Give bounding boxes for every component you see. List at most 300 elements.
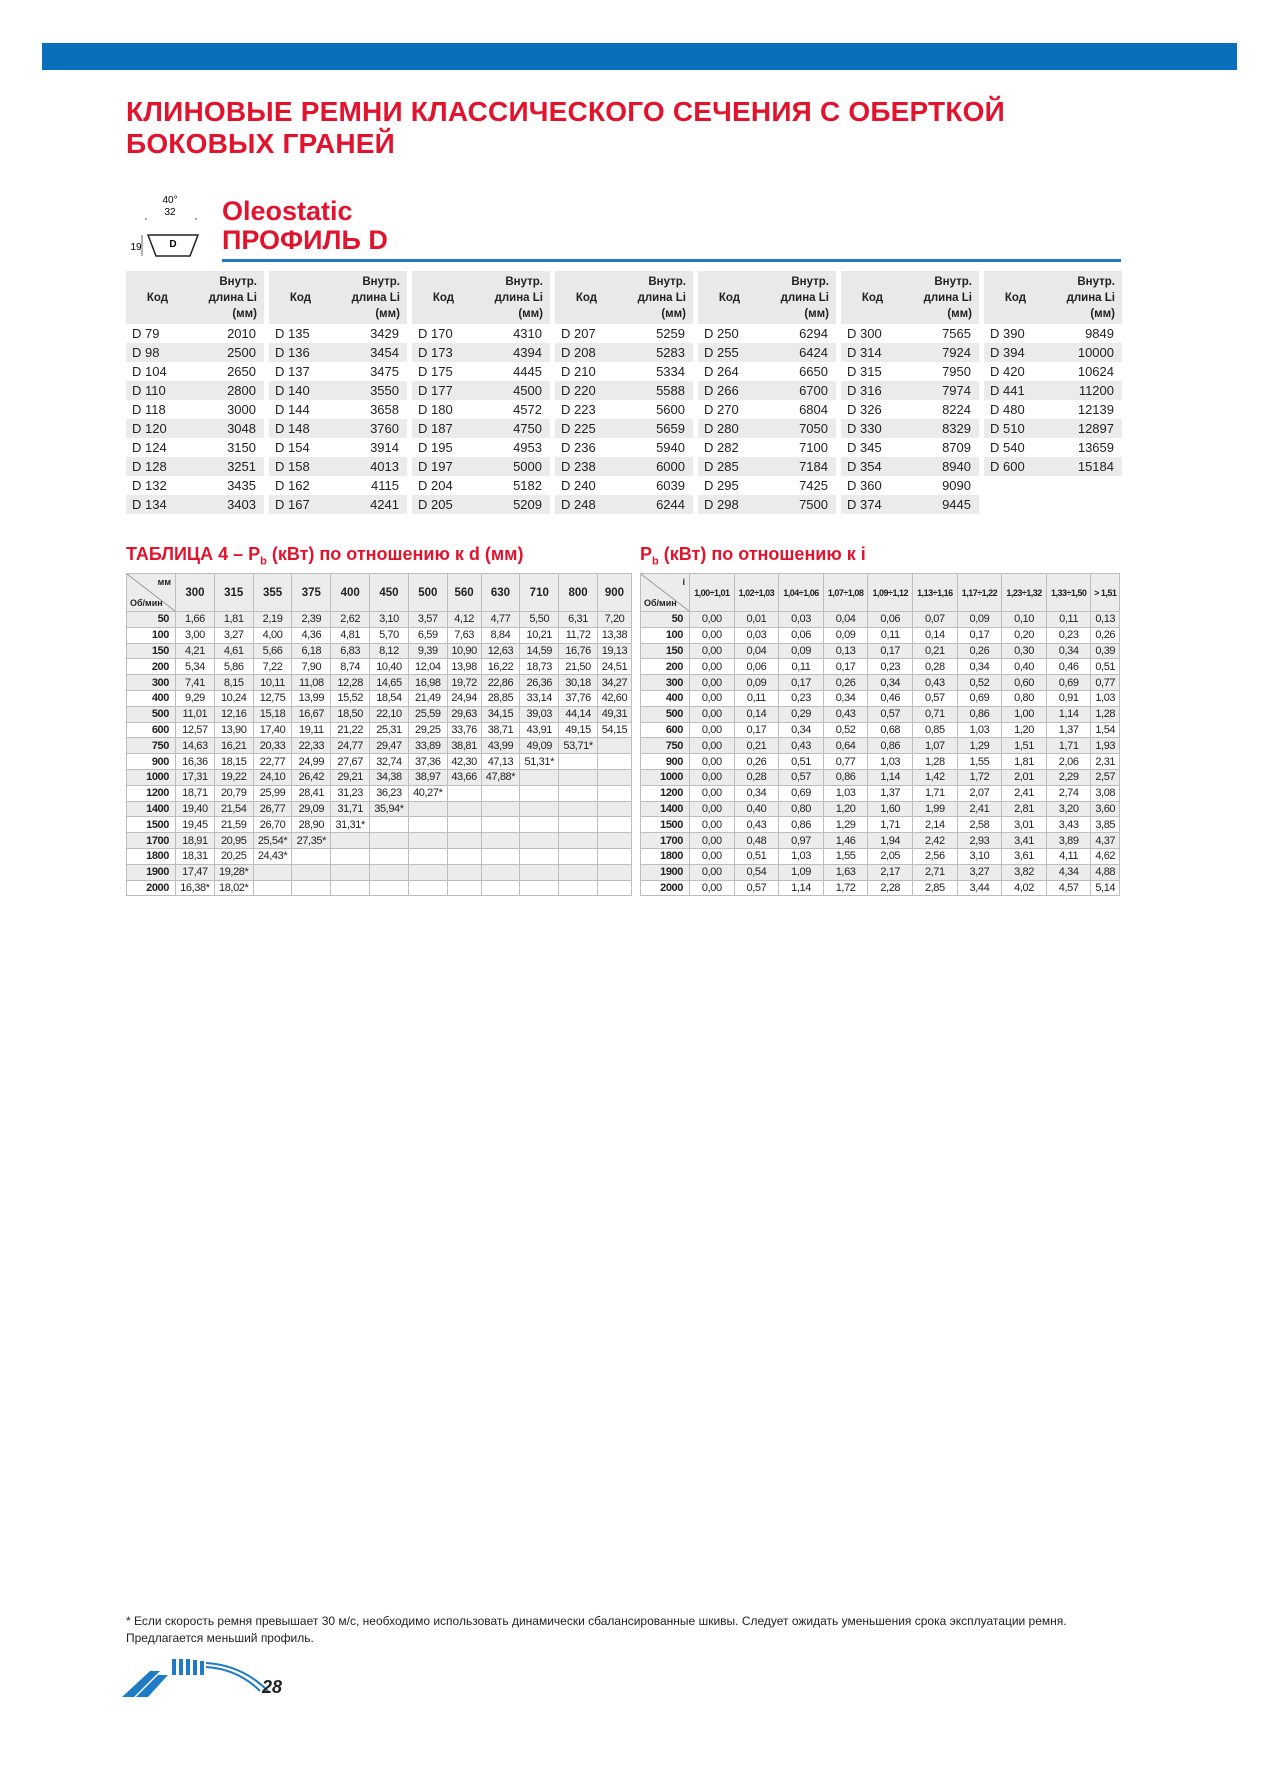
column-header: 300 xyxy=(176,574,215,612)
belt-code: D 295 xyxy=(704,478,739,493)
power-cell xyxy=(559,769,598,785)
power-cell: 10,90 xyxy=(447,643,481,659)
power-cell: 30,18 xyxy=(559,675,598,691)
power-cell: 2,17 xyxy=(868,864,913,880)
power-cell: 0,23 xyxy=(779,690,824,706)
code-row xyxy=(984,457,1122,476)
rpm-cell: 1400 xyxy=(127,801,176,817)
code-row xyxy=(126,476,264,495)
belt-code: D 266 xyxy=(704,383,739,398)
belt-length: 3000 xyxy=(227,402,256,417)
belt-code: D 345 xyxy=(847,440,882,455)
belt-length: 3454 xyxy=(370,345,399,360)
power-cell xyxy=(447,817,481,833)
code-row xyxy=(269,324,407,343)
power-cell: 0,13 xyxy=(823,643,868,659)
power-cell xyxy=(520,833,559,849)
belt-length: 6039 xyxy=(656,478,685,493)
rpm-cell: 1500 xyxy=(127,817,176,833)
power-cell xyxy=(597,848,631,864)
column-header: 450 xyxy=(370,574,409,612)
belt-code: D 140 xyxy=(275,383,310,398)
belt-length: 2500 xyxy=(227,345,256,360)
power-cell: 4,88 xyxy=(1091,864,1120,880)
power-cell: 0,00 xyxy=(690,643,735,659)
power-cell: 0,34 xyxy=(779,722,824,738)
power-cell: 0,00 xyxy=(690,769,735,785)
belt-length: 5588 xyxy=(656,383,685,398)
power-cell: 0,03 xyxy=(779,612,824,628)
rpm-cell: 1000 xyxy=(641,769,690,785)
belt-code: D 374 xyxy=(847,497,882,512)
power-cell: 5,14 xyxy=(1091,880,1120,896)
rpm-cell: 1400 xyxy=(641,801,690,817)
page-number: 28 xyxy=(262,1677,283,1697)
belt-code: D 248 xyxy=(561,497,596,512)
belt-code: D 120 xyxy=(132,421,167,436)
belt-code: D 315 xyxy=(847,364,882,379)
power-cell xyxy=(408,848,447,864)
power-cell xyxy=(559,833,598,849)
power-cell: 13,38 xyxy=(597,627,631,643)
power-cell: 2,85 xyxy=(913,880,958,896)
column-header: 1,00÷1,01 xyxy=(690,574,735,612)
power-cell: 38,71 xyxy=(481,722,520,738)
belt-length: 7565 xyxy=(942,326,971,341)
column-header: 710 xyxy=(520,574,559,612)
power-cell: 34,27 xyxy=(597,675,631,691)
code-row xyxy=(555,457,693,476)
power-cell: 39,03 xyxy=(520,706,559,722)
power-cell: 1,54 xyxy=(1091,722,1120,738)
belt-length: 4115 xyxy=(371,478,399,493)
power-cell: 0,14 xyxy=(734,706,779,722)
table-corner-header xyxy=(127,574,176,612)
profile-width-label: 32 xyxy=(164,207,176,218)
power-cell: 31,71 xyxy=(331,801,370,817)
power-cell: 0,86 xyxy=(779,817,824,833)
power-cell: 0,23 xyxy=(1046,627,1091,643)
code-row xyxy=(698,495,836,514)
belt-length: 8709 xyxy=(942,440,971,455)
power-cell xyxy=(520,817,559,833)
power-cell xyxy=(447,785,481,801)
power-cell: 0,11 xyxy=(868,627,913,643)
rpm-cell: 1900 xyxy=(641,864,690,880)
power-cell: 12,75 xyxy=(253,690,292,706)
belt-length: 7425 xyxy=(799,478,828,493)
table-row xyxy=(641,612,1120,628)
belt-code: D 170 xyxy=(418,326,453,341)
power-cell: 9,39 xyxy=(408,643,447,659)
power-cell: 44,14 xyxy=(559,706,598,722)
code-row xyxy=(412,438,550,457)
corner-bottom-label: Об/мин xyxy=(130,598,163,608)
code-row xyxy=(698,381,836,400)
table-row xyxy=(127,754,632,770)
belt-length: 5659 xyxy=(656,421,685,436)
power-cell: 32,74 xyxy=(370,754,409,770)
rpm-cell: 1200 xyxy=(127,785,176,801)
code-row xyxy=(555,419,693,438)
power-cell xyxy=(253,864,292,880)
belt-code: D 207 xyxy=(561,326,596,341)
power-cell: 5,34 xyxy=(176,659,215,675)
belt-code: D 177 xyxy=(418,383,453,398)
power-cell: 26,70 xyxy=(253,817,292,833)
belt-length: 3150 xyxy=(227,440,256,455)
belt-length: 12897 xyxy=(1077,421,1114,436)
belt-code: D 154 xyxy=(275,440,310,455)
belt-code: D 110 xyxy=(132,383,166,398)
belt-code: D 79 xyxy=(132,326,160,341)
power-cell: 1,00 xyxy=(1002,706,1047,722)
code-row xyxy=(984,438,1122,457)
belt-length: 7184 xyxy=(799,459,828,474)
code-header: Код xyxy=(718,291,741,304)
top-color-bar xyxy=(42,43,1237,70)
power-cell xyxy=(481,848,520,864)
power-cell: 0,10 xyxy=(1002,612,1047,628)
belt-code: D 205 xyxy=(418,497,453,512)
rpm-cell: 400 xyxy=(641,690,690,706)
code-row xyxy=(269,495,407,514)
power-cell: 1,71 xyxy=(913,785,958,801)
power-cell: 10,11 xyxy=(253,675,292,691)
belt-length: 5182 xyxy=(513,478,542,493)
power-cell: 8,74 xyxy=(331,659,370,675)
code-row xyxy=(841,457,979,476)
power-cell: 54,15 xyxy=(597,722,631,738)
power-cell: 3,60 xyxy=(1091,801,1120,817)
power-cell: 0,09 xyxy=(823,627,868,643)
power-cell: 0,68 xyxy=(868,722,913,738)
rpm-cell: 900 xyxy=(641,754,690,770)
rpm-cell: 1200 xyxy=(641,785,690,801)
power-cell: 7,22 xyxy=(253,659,292,675)
belt-length: 6294 xyxy=(799,326,828,341)
code-row xyxy=(269,400,407,419)
rpm-cell: 300 xyxy=(127,675,176,691)
power-cell: 0,06 xyxy=(779,627,824,643)
belt-code: D 240 xyxy=(561,478,596,493)
belt-code: D 195 xyxy=(418,440,453,455)
rpm-cell: 500 xyxy=(127,706,176,722)
code-header: Код xyxy=(1004,291,1027,304)
power-cell: 0,57 xyxy=(779,769,824,785)
power-cell: 5,66 xyxy=(253,643,292,659)
power-cell: 16,22 xyxy=(481,659,520,675)
code-row xyxy=(841,324,979,343)
power-cell: 47,13 xyxy=(481,754,520,770)
column-header: 400 xyxy=(331,574,370,612)
power-cell xyxy=(597,833,631,849)
belt-length: 6000 xyxy=(656,459,685,474)
power-cell: 7,20 xyxy=(597,612,631,628)
power-cell: 1,93 xyxy=(1091,738,1120,754)
power-cell: 21,50 xyxy=(559,659,598,675)
power-cell: 0,80 xyxy=(779,801,824,817)
power-cell: 1,94 xyxy=(868,833,913,849)
power-cell: 18,15 xyxy=(214,754,253,770)
belt-length: 4241 xyxy=(370,497,399,512)
belt-code: D 167 xyxy=(275,497,310,512)
belt-code: D 118 xyxy=(132,402,166,417)
power-cell: 0,97 xyxy=(779,833,824,849)
belt-length: 7500 xyxy=(799,497,828,512)
power-cell: 1,14 xyxy=(868,769,913,785)
power-cell xyxy=(370,848,409,864)
power-cell: 7,63 xyxy=(447,627,481,643)
power-cell: 8,84 xyxy=(481,627,520,643)
power-cell: 24,94 xyxy=(447,690,481,706)
power-cell: 0,26 xyxy=(957,643,1002,659)
code-column-header xyxy=(698,271,836,324)
power-cell: 18,54 xyxy=(370,690,409,706)
power-cell: 4,21 xyxy=(176,643,215,659)
power-cell: 3,61 xyxy=(1002,848,1047,864)
power-cell xyxy=(520,864,559,880)
power-cell: 19,72 xyxy=(447,675,481,691)
power-cell: 24,77 xyxy=(331,738,370,754)
power-cell: 2,56 xyxy=(913,848,958,864)
code-row xyxy=(269,419,407,438)
power-cell: 25,31 xyxy=(370,722,409,738)
power-cell xyxy=(559,848,598,864)
power-cell: 1,07 xyxy=(913,738,958,754)
power-cell: 3,44 xyxy=(957,880,1002,896)
power-cell: 0,11 xyxy=(734,690,779,706)
power-cell: 2,01 xyxy=(1002,769,1047,785)
power-cell: 37,36 xyxy=(408,754,447,770)
code-row xyxy=(412,476,550,495)
power-cell: 2,41 xyxy=(1002,785,1047,801)
power-cell: 20,25 xyxy=(214,848,253,864)
belt-length: 10624 xyxy=(1077,364,1114,379)
table-row xyxy=(127,848,632,864)
power-cell: 0,17 xyxy=(779,675,824,691)
rpm-cell: 600 xyxy=(127,722,176,738)
belt-length: 3550 xyxy=(370,383,399,398)
power-cell: 3,85 xyxy=(1091,817,1120,833)
code-column-header xyxy=(269,271,407,324)
code-row xyxy=(555,438,693,457)
power-cell: 1,03 xyxy=(868,754,913,770)
power-cell: 22,10 xyxy=(370,706,409,722)
code-row xyxy=(984,381,1122,400)
code-header: Код xyxy=(575,291,598,304)
power-cell xyxy=(447,880,481,896)
power-cell: 24,43* xyxy=(253,848,292,864)
belt-code: D 225 xyxy=(561,421,596,436)
power-cell xyxy=(597,801,631,817)
power-cell: 7,90 xyxy=(292,659,331,675)
power-cell: 42,30 xyxy=(447,754,481,770)
power-cell: 2,58 xyxy=(957,817,1002,833)
belt-length: 6424 xyxy=(799,345,828,360)
power-cell xyxy=(447,801,481,817)
belt-code: D 390 xyxy=(990,326,1025,341)
rpm-cell: 600 xyxy=(641,722,690,738)
belt-length: 6650 xyxy=(799,364,828,379)
column-header: 1,04÷1,06 xyxy=(779,574,824,612)
power-cell: 1,14 xyxy=(1046,706,1091,722)
belt-code: D 136 xyxy=(275,345,310,360)
power-cell: 25,59 xyxy=(408,706,447,722)
code-row xyxy=(984,419,1122,438)
belt-code: D 420 xyxy=(990,364,1025,379)
power-cell: 4,61 xyxy=(214,643,253,659)
power-cell: 38,81 xyxy=(447,738,481,754)
power-cell xyxy=(408,833,447,849)
power-cell: 0,00 xyxy=(690,612,735,628)
power-cell: 18,73 xyxy=(520,659,559,675)
power-cell xyxy=(559,801,598,817)
belt-length: 4953 xyxy=(513,440,542,455)
power-cell: 0,57 xyxy=(868,706,913,722)
power-cell: 4,34 xyxy=(1046,864,1091,880)
code-column xyxy=(126,271,264,514)
power-cell: 29,63 xyxy=(447,706,481,722)
code-row xyxy=(126,324,264,343)
rpm-cell: 750 xyxy=(127,738,176,754)
belt-code: D 173 xyxy=(418,345,453,360)
power-cell: 1,42 xyxy=(913,769,958,785)
power-cell xyxy=(520,769,559,785)
power-cell: 29,09 xyxy=(292,801,331,817)
column-header: 1,09÷1,12 xyxy=(868,574,913,612)
power-cell: 1,03 xyxy=(1091,690,1120,706)
power-cell: 49,09 xyxy=(520,738,559,754)
code-row xyxy=(841,495,979,514)
power-cell: 0,00 xyxy=(690,675,735,691)
power-cell xyxy=(447,864,481,880)
code-header: Код xyxy=(432,291,455,304)
power-cell xyxy=(370,833,409,849)
power-cell: 11,01 xyxy=(176,706,215,722)
rpm-cell: 200 xyxy=(641,659,690,675)
power-cell: 0,09 xyxy=(957,612,1002,628)
power-cell: 0,00 xyxy=(690,817,735,833)
power-cell: 0,00 xyxy=(690,738,735,754)
power-cell: 14,59 xyxy=(520,643,559,659)
power-cell xyxy=(331,864,370,880)
power-cell: 0,46 xyxy=(1046,659,1091,675)
power-cell: 18,50 xyxy=(331,706,370,722)
belt-profile-figure xyxy=(126,193,216,265)
power-cell: 34,38 xyxy=(370,769,409,785)
belt-length: 2800 xyxy=(227,383,256,398)
length-header: Внутр. длина Li (мм) xyxy=(780,276,829,320)
power-cell xyxy=(408,880,447,896)
power-cell: 47,88* xyxy=(481,769,520,785)
power-cell: 2,74 xyxy=(1046,785,1091,801)
page-title-line-2: БОКОВЫХ ГРАНЕЙ xyxy=(126,128,395,159)
power-cell xyxy=(253,880,292,896)
corner-top-label: мм xyxy=(157,577,171,587)
power-cell xyxy=(481,801,520,817)
power-cell xyxy=(370,864,409,880)
power-cell: 24,99 xyxy=(292,754,331,770)
belt-code: D 132 xyxy=(132,478,167,493)
power-cell: 0,43 xyxy=(913,675,958,691)
power-cell: 28,41 xyxy=(292,785,331,801)
power-cell: 1,14 xyxy=(779,880,824,896)
belt-length: 4394 xyxy=(513,345,542,360)
table-row xyxy=(641,675,1120,691)
power-cell: 0,39 xyxy=(1091,643,1120,659)
power-cell: 0,07 xyxy=(913,612,958,628)
corner-top-label: i xyxy=(682,577,685,587)
code-row xyxy=(126,495,264,514)
power-cell: 20,33 xyxy=(253,738,292,754)
belt-length: 5334 xyxy=(656,364,685,379)
power-cell xyxy=(559,785,598,801)
table-row xyxy=(641,627,1120,643)
table-row xyxy=(641,833,1120,849)
power-cell: 2,57 xyxy=(1091,769,1120,785)
power-cell: 13,90 xyxy=(214,722,253,738)
power-cell: 26,36 xyxy=(520,675,559,691)
power-cell: 16,38* xyxy=(176,880,215,896)
power-cell: 2,14 xyxy=(913,817,958,833)
belt-length: 10000 xyxy=(1077,345,1114,360)
table-row xyxy=(641,706,1120,722)
power-cell: 22,77 xyxy=(253,754,292,770)
power-cell: 19,40 xyxy=(176,801,215,817)
power-cell xyxy=(408,817,447,833)
power-cell: 0,04 xyxy=(823,612,868,628)
power-cell: 0,00 xyxy=(690,659,735,675)
belt-length: 5259 xyxy=(656,326,685,341)
belt-length: 3760 xyxy=(370,421,399,436)
code-row xyxy=(841,343,979,362)
column-header: > 1,51 xyxy=(1091,574,1120,612)
power-cell: 31,23 xyxy=(331,785,370,801)
power-cell: 10,24 xyxy=(214,690,253,706)
profile-angle-label: 40° xyxy=(162,195,178,206)
power-cell: 1,37 xyxy=(868,785,913,801)
table-row xyxy=(641,785,1120,801)
power-cell: 0,26 xyxy=(734,754,779,770)
rpm-cell: 200 xyxy=(127,659,176,675)
power-cell: 0,64 xyxy=(823,738,868,754)
belt-code: D 540 xyxy=(990,440,1025,455)
power-cell: 24,10 xyxy=(253,769,292,785)
table-row xyxy=(641,817,1120,833)
belt-code: D 280 xyxy=(704,421,739,436)
power-cell: 0,28 xyxy=(734,769,779,785)
power-cell xyxy=(292,848,331,864)
power-cell: 3,01 xyxy=(1002,817,1047,833)
power-cell: 22,33 xyxy=(292,738,331,754)
column-header: 500 xyxy=(408,574,447,612)
power-cell: 0,51 xyxy=(734,848,779,864)
power-cell: 17,31 xyxy=(176,769,215,785)
power-cell: 7,41 xyxy=(176,675,215,691)
belt-length: 4445 xyxy=(513,364,542,379)
rpm-cell: 1500 xyxy=(641,817,690,833)
power-cell: 0,00 xyxy=(690,722,735,738)
code-row xyxy=(984,362,1122,381)
column-header: 1,23÷1,32 xyxy=(1002,574,1047,612)
power-cell: 14,63 xyxy=(176,738,215,754)
power-cell: 0,00 xyxy=(690,848,735,864)
power-cell: 51,31* xyxy=(520,754,559,770)
code-row xyxy=(412,324,550,343)
power-cell: 12,28 xyxy=(331,675,370,691)
power-cell: 19,13 xyxy=(597,643,631,659)
